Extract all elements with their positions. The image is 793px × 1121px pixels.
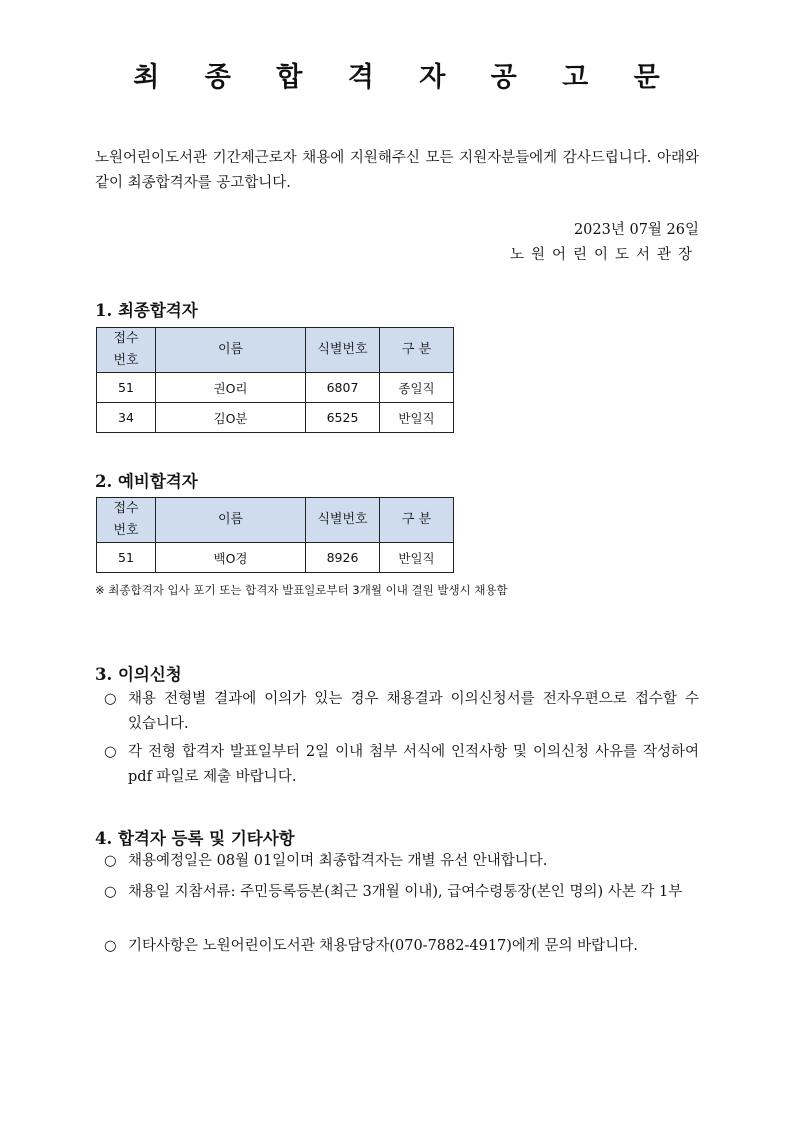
list-item (104, 934, 699, 959)
header-name: 이름 (156, 498, 306, 543)
list-item (104, 849, 699, 874)
intro-paragraph: 노원어린이도서관 기간제근로자 채용에 지원해주신 모든 지원자분들에게 감사드립니다. 아래와 같이 최종합격자를 공고합니다. (95, 150, 699, 191)
cell-id-number: 6807 (306, 373, 380, 403)
table-row (97, 543, 454, 573)
section-heading-registration: 4. 합격자 등록 및 기타사항 (95, 829, 295, 848)
circle-bullet-icon: ○ (104, 938, 117, 954)
header-name: 이름 (156, 328, 306, 373)
list-item-text: 채용일 지참서류: 주민등록등본(최근 3개월 이내), 급여수령통장(본인 명의) 사본 각 1부 (128, 884, 683, 900)
circle-bullet-icon: ○ (104, 691, 117, 707)
table-row (97, 403, 454, 433)
cell-receipt-number: 51 (97, 373, 156, 403)
cell-id-number: 6525 (306, 403, 380, 433)
cell-id-number: 8926 (306, 543, 380, 573)
cell-name: 김O분 (156, 403, 306, 433)
header-id-number: 식별번호 (306, 328, 380, 373)
header-id-number: 식별번호 (306, 498, 380, 543)
list-item (104, 880, 699, 905)
circle-bullet-icon: ○ (104, 884, 117, 900)
cell-name: 권O리 (156, 373, 306, 403)
table-header-row (97, 328, 454, 373)
announcement-date: 2023년 07월 26일 (573, 222, 699, 238)
final-candidates-table (96, 327, 454, 433)
cell-receipt-number: 51 (97, 543, 156, 573)
list-item-text: 기타사항은 노원어린이도서관 채용담당자(070-7882-4917)에게 문의 바랍니다. (128, 938, 638, 954)
list-item (104, 740, 699, 790)
reserve-note: ※ 최종합격자 입사 포기 또는 합격자 발표일로부터 3개월 이내 결원 발생시 채용함 (95, 583, 508, 597)
list-item-text: 채용 전형별 결과에 이의가 있는 경우 채용결과 이의신청서를 전자우편으로 접수할 수 있습니다. (128, 691, 699, 732)
circle-bullet-icon: ○ (104, 744, 117, 760)
cell-name: 백O경 (156, 543, 306, 573)
list-item-text: 채용예정일은 08월 01일이며 최종합격자는 개별 유선 안내합니다. (128, 853, 548, 869)
page-title: 최 종 합 격 자 공 고 문 (133, 62, 678, 93)
reserve-candidates-table (96, 497, 454, 573)
cell-category: 반일직 (380, 403, 454, 433)
issuer-name: 노원어린이도서관장 (509, 247, 699, 263)
header-receipt-number: 접수번호 (97, 498, 156, 543)
list-item-text: 각 전형 합격자 발표일부터 2일 이내 첨부 서식에 인적사항 및 이의신청 사유를 작성하여 pdf 파일로 제출 바랍니다. (128, 744, 699, 785)
section-heading-objection: 3. 이의신청 (95, 665, 182, 684)
header-category: 구 분 (380, 328, 454, 373)
cell-category: 반일직 (380, 543, 454, 573)
header-receipt-number: 접수번호 (97, 328, 156, 373)
cell-category: 종일직 (380, 373, 454, 403)
table-header-row (97, 498, 454, 543)
section-heading-final-candidates: 1. 최종합격자 (95, 301, 198, 320)
section-heading-reserve-candidates: 2. 예비합격자 (95, 472, 198, 491)
header-category: 구 분 (380, 498, 454, 543)
table-row (97, 373, 454, 403)
cell-receipt-number: 34 (97, 403, 156, 433)
list-item (104, 687, 699, 737)
circle-bullet-icon: ○ (104, 853, 117, 869)
